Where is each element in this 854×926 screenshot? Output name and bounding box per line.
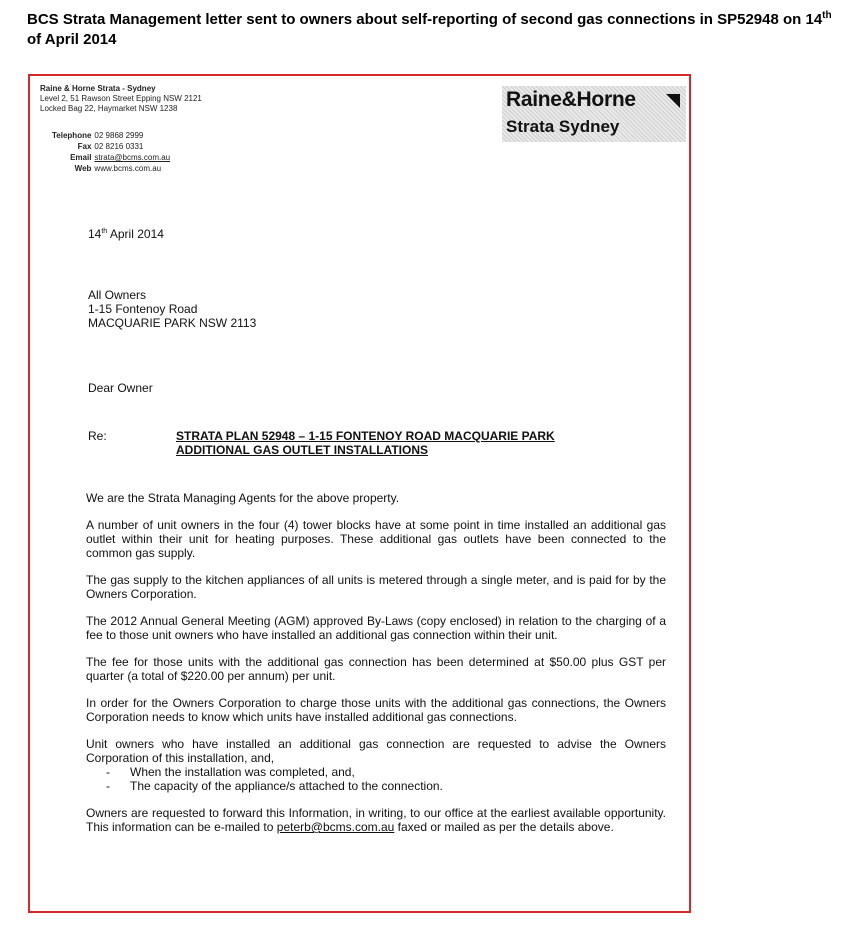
caption-text: BCS Strata Management letter sent to owners about self-reporting of second gas connections in SP52948 on 14 [27,11,823,28]
closing-text: Owners are requested to forward this Information, in writing, to our office at the earliest available opportunity. This information can be e-mailed to [86,806,666,834]
closing-text-end: faxed or mailed as per the details above. [394,820,614,834]
paragraph: We are the Strata Managing Agents for the above property. [86,491,400,505]
bullet-list [86,765,666,793]
date-sup: th [101,228,108,235]
list-item [86,779,666,793]
caption-line2: of April 2014 [27,31,117,48]
contact-label: Web [74,164,92,173]
logo-line-2: Strata Sydney [506,117,620,136]
letter-document [28,74,691,913]
recipient-address [88,288,256,330]
closing-paragraph [86,806,666,834]
list-item [86,765,666,779]
logo-triangle-icon [666,94,680,108]
paragraph: The fee for those units with the additional gas connection has been determined at $50.00 plus GST per quarter (a total of $220.00 per annum) per unit. [86,655,666,683]
contact-fax: 02 8216 0331 [94,142,144,151]
re-line: STRATA PLAN 52948 – 1-15 FONTENOY ROAD MACQUARIE PARK [176,429,555,443]
caption-sup: th [822,10,832,21]
contact-telephone: 02 9868 2999 [94,131,144,140]
sender-name: Raine & Horne Strata - Sydney [40,84,156,93]
contact-email-link[interactable]: strata@bcms.com.au [94,153,171,162]
sender-address-1: Level 2, 51 Rawson Street Epping NSW 2121 [40,94,202,103]
contact-block [52,130,173,174]
re-line: ADDITIONAL GAS OUTLET INSTALLATIONS [176,443,428,457]
address-line: 1-15 Fontenoy Road [88,302,198,316]
bullet-marker: - [106,779,110,793]
raine-horne-logo [502,86,686,142]
re-label: Re: [88,429,107,443]
contact-label: Email [70,153,92,162]
bullet-text: The capacity of the appliance/s attached to the connection. [130,779,443,793]
paragraph: A number of unit owners in the four (4) tower blocks have at some point in time installed an additional gas outlet within their unit for heating purposes. These additional gas outlets have been connected to the common gas supply. [86,518,666,560]
address-line: MACQUARIE PARK NSW 2113 [88,316,257,330]
bullet-text: When the installation was completed, and, [130,765,355,779]
bullet-marker: - [106,765,110,779]
logo-line-1: Raine&Horne [506,88,636,111]
address-line: All Owners [88,288,147,302]
email-link[interactable]: peterb@bcms.com.au [276,820,395,834]
paragraph: The 2012 Annual General Meeting (AGM) approved By-Laws (copy enclosed) in relation to the charging of a fee to those unit owners who have installed an additional gas connection within their unit. [86,614,666,642]
date-rest: April 2014 [107,227,164,241]
paragraph: In order for the Owners Corporation to charge those units with the additional gas connections, the Owners Corporation needs to know which units have installed additional gas connections. [86,696,666,724]
contact-web: www.bcms.com.au [94,164,162,173]
salutation: Dear Owner [88,381,153,395]
paragraph: Unit owners who have installed an additional gas connection are requested to advise the Owners Corporation of this installation, and, [86,737,666,765]
letter-body [86,491,666,847]
contact-label: Telephone [52,131,92,140]
paragraph: The gas supply to the kitchen appliances of all units is metered through a single meter, and is paid for by the Owners Corporation. [86,573,666,601]
letter-date [88,225,164,241]
figure-caption [27,10,847,50]
date-day: 14 [88,227,102,241]
sender-address-2: Locked Bag 22, Haymarket NSW 1238 [40,104,178,113]
contact-label: Fax [77,142,92,151]
sender-block [40,84,202,114]
re-subject [176,429,555,457]
